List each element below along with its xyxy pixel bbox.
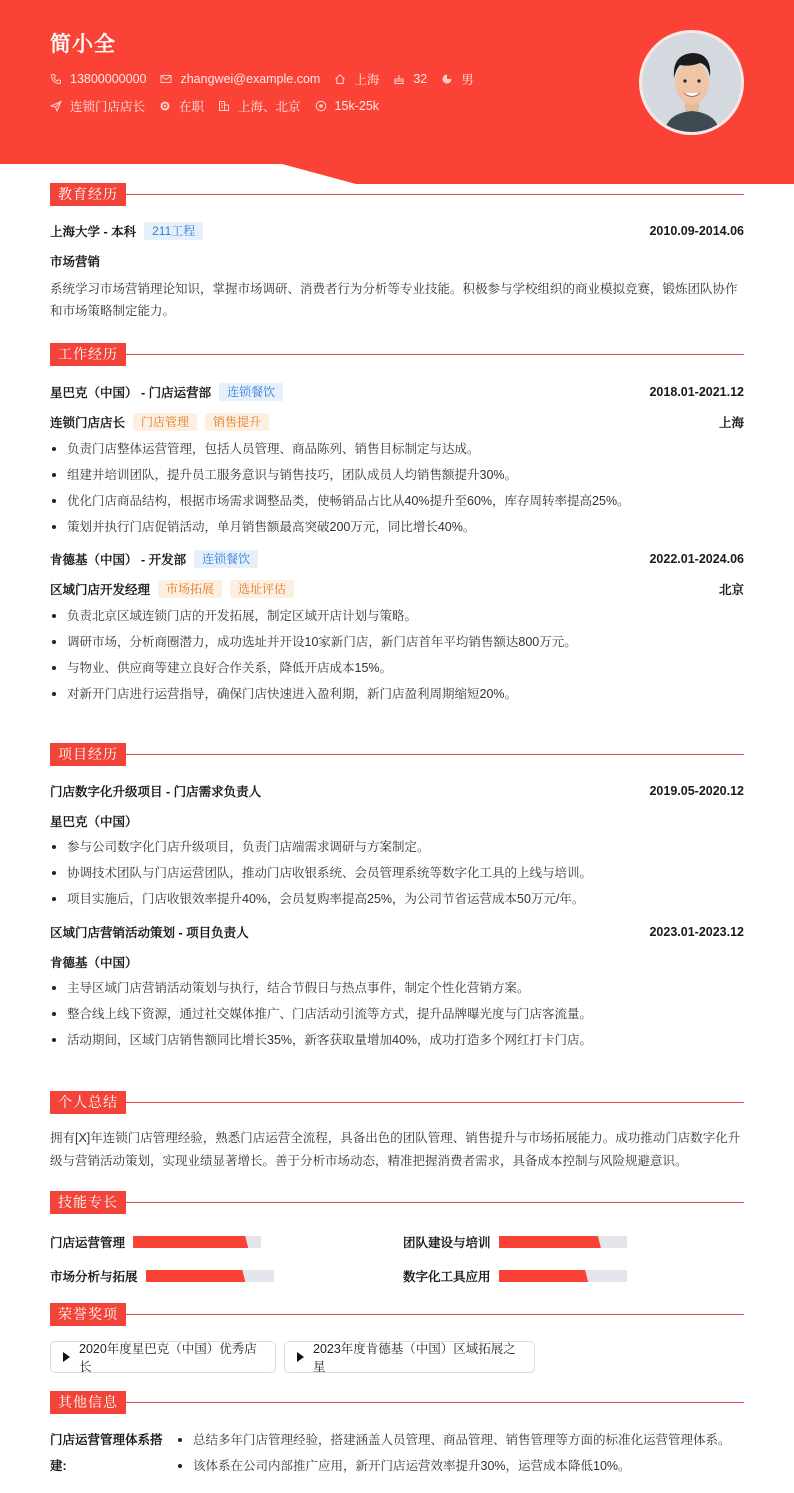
- section-title: 个人总结: [50, 1091, 126, 1114]
- triangle-right-icon: [63, 1352, 70, 1362]
- awards-section: [50, 1303, 744, 1375]
- project-item-header: [50, 923, 744, 941]
- send-icon: [50, 100, 62, 112]
- company-name: 肯德基（中国） - 开发部: [50, 553, 187, 567]
- projects-section: [50, 743, 744, 1053]
- work-item-header: [50, 383, 744, 401]
- list-item: 整合线上线下资源，通过社交媒体推广、门店活动引流等方式，提升品牌曝光度与门店客流量。: [50, 1001, 744, 1027]
- projects-heading: [50, 743, 744, 766]
- work-heading: [50, 343, 744, 366]
- target-position-text: 连锁门店店长: [70, 100, 146, 114]
- skill-bar-fill: [133, 1236, 248, 1248]
- work-item-header: [50, 550, 744, 568]
- award-item: [284, 1341, 535, 1373]
- work-date: 2022.01-2024.06: [649, 552, 744, 566]
- education-heading: [50, 183, 744, 206]
- work-bullets: [50, 603, 744, 707]
- age-text: 32: [413, 72, 428, 86]
- work-location: 北京: [718, 583, 744, 597]
- other-item: [50, 1427, 744, 1479]
- summary-heading: [50, 1091, 744, 1114]
- salary-text: 15k-25k: [334, 99, 380, 113]
- industry-tag: 连锁餐饮: [194, 550, 258, 568]
- other-bullets: [176, 1427, 731, 1479]
- project-name: 门店数字化升级项目 - 门店需求负责人: [50, 785, 262, 799]
- project-item: [50, 782, 744, 912]
- skill-bar: [499, 1270, 627, 1282]
- home-icon: [334, 73, 346, 85]
- gender-text: 男: [461, 73, 474, 87]
- project-company: 星巴克（中国）: [50, 815, 138, 829]
- section-divider: [126, 194, 744, 195]
- city-text: 上海: [354, 73, 380, 87]
- skill-bar-fill: [146, 1270, 246, 1282]
- section-title: 工作经历: [50, 343, 126, 366]
- status-text: 在职: [179, 100, 205, 114]
- list-item: 负责北京区域连锁门店的开发拓展，制定区域开店计划与策略。: [50, 603, 744, 629]
- skill-bar: [499, 1236, 627, 1248]
- award-text: 2020年度星巴克（中国）优秀店长: [79, 1342, 257, 1374]
- section-divider: [126, 1102, 744, 1103]
- skill-tag: 选址评估: [230, 580, 294, 598]
- section-divider: [126, 354, 744, 355]
- email-text: zhangwei@example.com: [180, 72, 321, 86]
- list-item: 协调技术团队与门店运营团队，推动门店收银系统、会员管理系统等数字化工具的上线与培训。: [50, 860, 744, 886]
- target-city-item: [218, 97, 301, 115]
- list-item: 调研市场，分析商圈潜力，成功选址并开设10家新门店，新门店首年平均销售额达800万元。: [50, 629, 744, 655]
- list-item: 与物业、供应商等建立良好合作关系，降低开店成本15%。: [50, 655, 744, 681]
- target-position-item: [50, 97, 145, 115]
- work-position-row: [50, 413, 744, 431]
- position-title: 区域门店开发经理: [50, 583, 151, 597]
- skill-item: [403, 1233, 627, 1251]
- major: 市场营销: [50, 255, 101, 269]
- education-date: 2010.09-2014.06: [649, 224, 744, 238]
- school-tag: 211工程: [144, 222, 203, 240]
- school-name: 上海大学 - 本科: [50, 225, 137, 239]
- awards-heading: [50, 1303, 744, 1326]
- list-item: 总结多年门店管理经验，搭建涵盖人员管理、商品管理、销售管理等方面的标准化运营管理体系。: [176, 1427, 731, 1453]
- list-item: 该体系在公司内部推广应用，新开门店运营效率提升30%，运营成本降低10%。: [176, 1453, 731, 1479]
- contact-row: [50, 70, 488, 88]
- list-item: 参与公司数字化门店升级项目，负责门店端需求调研与方案制定。: [50, 834, 744, 860]
- project-bullets: [50, 975, 744, 1053]
- section-divider: [126, 1402, 744, 1403]
- skills-section: [50, 1191, 744, 1291]
- list-item: 优化门店商品结构，根据市场需求调整品类，使畅销品占比从40%提升至60%，库存周转率提高25%。: [50, 488, 744, 514]
- skill-tag: 市场拓展: [158, 580, 222, 598]
- skills-heading: [50, 1191, 744, 1214]
- education-item-header: [50, 222, 744, 240]
- candidate-name: 简小全: [50, 33, 116, 56]
- work-section: [50, 343, 744, 707]
- list-item: 项目实施后，门店收银效率提升40%，会员复购率提高25%，为公司节省运营成本50万元/年。: [50, 886, 744, 912]
- status-item: [159, 97, 204, 115]
- age-item: [393, 72, 427, 86]
- section-divider: [126, 1314, 744, 1315]
- project-name: 区域门店营销活动策划 - 项目负责人: [50, 926, 249, 940]
- section-divider: [126, 1202, 744, 1203]
- section-title: 其他信息: [50, 1391, 126, 1414]
- list-item: 策划并执行门店促销活动，单月销售额最高突破200万元，同比增长40%。: [50, 514, 744, 540]
- avatar-photo: [642, 33, 742, 133]
- summary-text: 拥有[X]年连锁门店管理经验，熟悉门店运营全流程，具备出色的团队管理、销售提升与市场拓展能力。成功推动门店数字化升级与营销活动策划，实现业绩显著增长。善于分析市场动态，精准把握消费者需求，具备成本控制与风险规避意识。: [50, 1131, 741, 1168]
- other-section: [50, 1391, 744, 1479]
- skill-bar-fill: [499, 1270, 589, 1282]
- skill-tag: 销售提升: [205, 413, 269, 431]
- list-item: 主导区域门店营销活动策划与执行，结合节假日与热点事件，制定个性化营销方案。: [50, 975, 744, 1001]
- gender-icon: [441, 73, 453, 85]
- job-intent-row: [50, 97, 393, 115]
- triangle-right-icon: [297, 1352, 304, 1362]
- skill-tag: 门店管理: [133, 413, 197, 431]
- mail-icon: [160, 73, 172, 85]
- work-position-row: [50, 580, 744, 598]
- industry-tag: 连锁餐饮: [219, 383, 283, 401]
- project-date: 2023.01-2023.12: [649, 925, 744, 939]
- salary-item: [315, 99, 379, 113]
- skill-bar: [146, 1270, 274, 1282]
- skill-label: 团队建设与培训: [403, 1236, 491, 1250]
- email-item: [160, 72, 320, 86]
- list-item: 对新开门店进行运营指导，确保门店快速进入盈利期，新门店盈利周期缩短20%。: [50, 681, 744, 707]
- project-company: 肯德基（中国）: [50, 956, 138, 970]
- phone-icon: [50, 73, 62, 85]
- other-label: 门店运营管理体系搭建:: [50, 1433, 163, 1473]
- section-divider: [126, 754, 744, 755]
- work-bullets: [50, 436, 744, 540]
- work-item: [50, 550, 744, 707]
- gender-item: [441, 70, 474, 88]
- work-location: 上海: [718, 416, 744, 430]
- award-text: 2023年度肯德基（中国）区域拓展之星: [313, 1342, 516, 1374]
- city-item: [334, 70, 379, 88]
- skill-label: 门店运营管理: [50, 1236, 126, 1250]
- skill-bar: [133, 1236, 261, 1248]
- list-item: 组建并培训团队，提升员工服务意识与销售技巧，团队成员人均销售额提升30%。: [50, 462, 744, 488]
- list-item: 负责门店整体运营管理，包括人员管理、商品陈列、销售目标制定与达成。: [50, 436, 744, 462]
- skill-item: [50, 1233, 261, 1251]
- skill-item: [403, 1267, 627, 1285]
- project-bullets: [50, 834, 744, 912]
- work-item: [50, 383, 744, 540]
- award-item: [50, 1341, 276, 1373]
- section-title: 教育经历: [50, 183, 126, 206]
- summary-section: [50, 1091, 744, 1173]
- other-heading: [50, 1391, 744, 1414]
- target-city-text: 上海、北京: [238, 100, 301, 114]
- phone-item: [50, 72, 146, 86]
- cake-icon: [393, 73, 405, 85]
- skill-item: [50, 1267, 274, 1285]
- phone-text: 13800000000: [70, 72, 147, 86]
- skill-label: 数字化工具应用: [403, 1270, 491, 1284]
- education-description: 系统学习市场营销理论知识，掌握市场调研、消费者行为分析等专业技能。积极参与学校组织的商业模拟竞赛，锻炼团队协作和市场策略制定能力。: [50, 282, 738, 318]
- position-title: 连锁门店店长: [50, 416, 126, 430]
- section-title: 荣誉奖项: [50, 1303, 126, 1326]
- project-item-header: [50, 782, 744, 800]
- education-section: [50, 183, 744, 322]
- project-item: [50, 923, 744, 1053]
- avatar: [639, 30, 744, 135]
- company-name: 星巴克（中国） - 门店运营部: [50, 386, 212, 400]
- skill-bar-fill: [499, 1236, 601, 1248]
- section-title: 项目经历: [50, 743, 126, 766]
- list-item: 活动期间，区域门店销售额同比增长35%，新客获取量增加40%，成功打造多个网红打卡门店。: [50, 1027, 744, 1053]
- work-date: 2018.01-2021.12: [649, 385, 744, 399]
- project-date: 2019.05-2020.12: [649, 784, 744, 798]
- building-icon: [218, 100, 230, 112]
- status-icon: [159, 100, 171, 112]
- section-title: 技能专长: [50, 1191, 126, 1214]
- salary-icon: [315, 100, 327, 112]
- skill-label: 市场分析与拓展: [50, 1270, 138, 1284]
